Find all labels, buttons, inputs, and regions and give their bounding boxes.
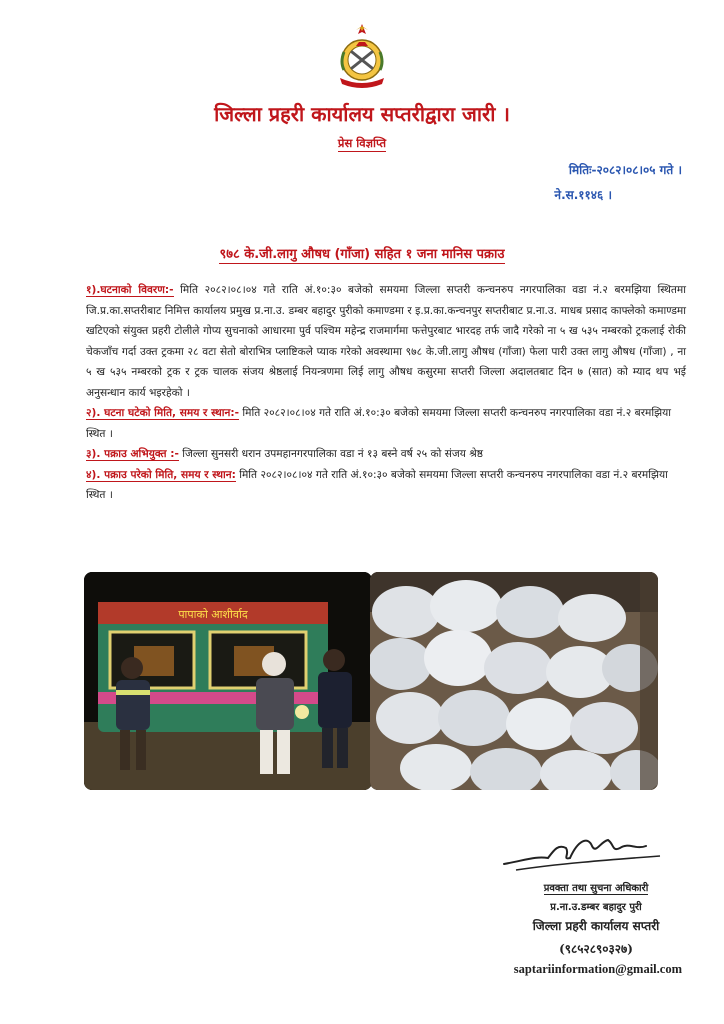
press-release-body [86,280,686,506]
signature-block [496,880,696,957]
section-text: मिति २०८२।०८।०४ गते राति अं.१०:३० बजेको समयमा जिल्ला सप्तरी कन्चनरुप नगरपालिका वडा नं.२ बरमझिया स्थित । [86,407,672,440]
page-title: जिल्ला प्रहरी कार्यालय सप्तरीद्वारा जारी । [214,102,510,126]
phone-number: (९८५२८९०३२७) [559,942,633,956]
section-incident-details [86,280,686,403]
photo-seized-sacks [370,572,658,790]
headline: ९७८ के.जी.लागु औषध (गाँजा) सहित १ जना मानिस पक्राउ [219,247,505,262]
reference-number: ने.स.११४६ । [554,188,612,202]
section-text: मिति २०८२।०८।०४ गते राति अं.१०:३० बजेको समयमा जिल्ला सप्तरी कन्चनरुप नगरपालिका वडा नं.२ बरमझिया स्थित । [86,468,668,501]
section-label: १).घटनाको विवरण:- [86,284,174,296]
release-date: मितिः-२०८२।०८।०५ गते । [568,163,682,177]
nepal-police-emblem-icon [334,22,390,92]
section-text: जिल्ला सुनसरी धरान उपमहानगरपालिका वडा नं १३ बस्ने वर्ष २५ को संजय श्रेष्ठ [178,448,484,460]
section-label: ३). पक्राउ अभियुक्त :- [86,448,179,460]
section-label: २). घटना घटेको मिति, समय र स्थान:- [86,407,240,419]
press-release-label: प्रेस विज्ञप्ति [337,136,387,150]
office-name: जिल्ला प्रहरी कार्यालय सप्तरी [532,919,660,933]
signature-icon [496,820,666,876]
section-text: मिति २०८२।०८।०४ गते राति अं.१०:३० बजेको समयमा जिल्ला सप्तरी कन्चनरुप नगरपालिका वडा नं.२ बरमझिया स्थितमा जि.प्र.का.सप्तरीबाट निमित्त कार्यालय प्रमुख प्र.ना.उ. डम्बर बहादुर पुरीको कमाण्डमा र इ.प्र.का.कन्चनपुर सप्तरीबाट प्र.ना.उ. माधब प्रसाद काफ्लेको कमाण्डमा खटिएको संयुक्त प्रहरी टोलीले गोप्य सुचनाको आधारमा पुर्व पश्चिम महेन्द्र राजमार्गमा फत्तेपुरबाट भारदह तर्फ जादै गरेको ना ५ ख ५३५ नम्बरको ट्रकलाई रोकी चेकजाँच गर्दा उक्त ट्रकमा २८ वटा सेतो बोराभित्र प्लाष्टिकले प्याक गरेको अवस्थामा ९७८ के.जी.लागु औषध (गाँजा) फेला पारी उक्त लागु औषध (गाँजा) , ना ५ ख ५३५ नम्बरको ट्रक र ट्रक चालक संजय श्रेष्ठलाई नियन्त्रणमा लिई लागु औषध कसुरमा सप्तरी जिल्ला अदालतबाट दिन ७ (सात) को म्याद थप भई अनुसन्धान कार्य भइरहेको । [86,284,686,399]
section-arrest-time-place [86,465,686,506]
photo-truck-with-officers [84,572,372,790]
section-label: ४). पक्राउ परेको मिति, समय र स्थान: [86,468,236,481]
section-incident-time-place [86,403,686,444]
contact-email: saptariinformation@gmail.com [513,962,682,976]
spokesperson-role: प्रवक्ता तथा सुचना अधिकारी [543,883,649,894]
spokesperson-name: प्र.ना.उ.डम्बर बहादुर पुरी [550,902,642,913]
section-arrested-accused [86,444,686,465]
truck-plate-text: पापाको आशीर्वाद [178,608,248,621]
